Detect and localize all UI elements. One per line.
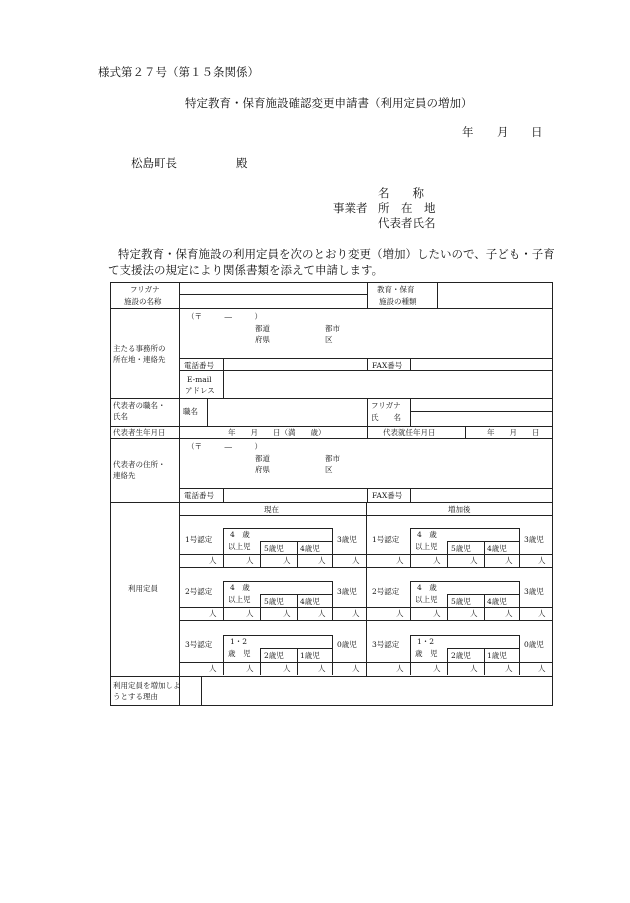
after-cert1-unit-2: 人: [470, 556, 478, 565]
after-cert3-unit-4: 人: [538, 664, 546, 673]
rep-address-label-1: 代表者の住所・: [113, 460, 166, 469]
current-cert2-label: 2号認定: [185, 587, 213, 596]
current-cert1-unit-4: 人: [352, 556, 360, 565]
date-day: 日: [531, 125, 543, 139]
after-cert3-unit-3: 人: [505, 664, 513, 673]
current-cert3-label: 3号認定: [185, 640, 213, 649]
current-cert2-unit-1: 人: [246, 609, 254, 618]
after-cert1-unit-3: 人: [505, 556, 513, 565]
current-cert3-unit-1: 人: [246, 664, 254, 673]
current-cert2-unit-0: 人: [209, 609, 217, 618]
capacity-after-header: 増加後: [448, 505, 471, 514]
current-cert1-label: 1号認定: [185, 535, 213, 544]
after-cert2-unit-3: 人: [505, 609, 513, 618]
office-postal: （〒 ― ）: [187, 312, 262, 321]
applicant-address-label: 所 在 地: [378, 201, 436, 215]
office-fuken: 府県: [255, 335, 270, 344]
current-cert1-unit-0: 人: [209, 556, 217, 565]
after-cert3-big-age-2: 歳 児: [415, 649, 438, 658]
after-cert1-age3: 3歳児: [524, 535, 544, 544]
capacity-label: 利用定員: [128, 584, 158, 593]
applicant-label: 事業者: [333, 201, 368, 215]
after-cert1-unit-0: 人: [396, 556, 404, 565]
after-cert2-unit-1: 人: [433, 609, 441, 618]
rep-birth-label: 代表者生年月日: [113, 428, 166, 437]
email-label-2: アドレス: [185, 386, 215, 395]
current-cert2-unit-4: 人: [352, 609, 360, 618]
email-label-1: E-mail: [187, 375, 212, 384]
rep-title-label-2: 氏名: [113, 412, 128, 421]
current-cert3-age1: 1歳児: [300, 651, 320, 660]
date-year: 年: [462, 125, 474, 139]
current-cert1-big-age-2: 以上児: [228, 542, 251, 551]
current-cert3-age2: 2歳児: [264, 651, 284, 660]
office-tel-label: 電話番号: [184, 361, 214, 370]
rep-shokumei-label: 職名: [183, 407, 198, 416]
body-line-1: 特定教育・保育施設の利用定員を次のとおり変更（増加）したいので、子ども・子育: [118, 247, 555, 261]
rep-start-label: 代表就任年月日: [383, 428, 436, 437]
current-cert3-unit-4: 人: [352, 664, 360, 673]
after-cert1-big-age-2: 以上児: [415, 542, 438, 551]
current-cert3-big-age-2: 歳 児: [228, 649, 251, 658]
applicant-name-label: 名 称: [378, 186, 424, 200]
office-todo: 都道: [255, 324, 270, 333]
facility-type-label-1: 教育・保育: [377, 285, 415, 294]
current-cert1-unit-3: 人: [318, 556, 326, 565]
office-address-label-1: 主たる事務所の: [113, 344, 166, 353]
facility-name-label: 施設の名称: [124, 297, 162, 306]
office-shishi: 都市: [325, 324, 340, 333]
after-cert3-unit-1: 人: [433, 664, 441, 673]
after-cert2-unit-2: 人: [470, 609, 478, 618]
after-cert3-age2: 2歳児: [451, 651, 471, 660]
reason-label-2: うとする理由: [113, 692, 158, 701]
facility-type-label-2: 施設の種類: [379, 297, 417, 306]
current-cert1-age3: 3歳児: [337, 535, 357, 544]
after-cert2-unit-0: 人: [396, 609, 404, 618]
after-cert2-big-age-1: 4 歳: [417, 583, 437, 592]
after-cert1-age5: 5歳児: [451, 544, 471, 553]
current-cert2-age3: 3歳児: [337, 587, 357, 596]
rep-tel-label: 電話番号: [184, 491, 214, 500]
current-cert2-big-age-1: 4 歳: [230, 583, 250, 592]
after-cert2-age4: 4歳児: [487, 597, 507, 606]
office-address-label-2: 所在地・連絡先: [113, 355, 166, 364]
reason-label-1: 利用定員を増加しよ: [113, 681, 181, 690]
current-cert1-age5: 5歳児: [264, 544, 284, 553]
current-cert1-big-age-1: 4 歳: [230, 530, 250, 539]
after-cert2-label: 2号認定: [372, 587, 400, 596]
form-number: 様式第２７号（第１５条関係）: [98, 65, 259, 79]
current-cert3-unit-0: 人: [209, 664, 217, 673]
rep-shishi: 都市: [325, 454, 340, 463]
document-title: 特定教育・保育施設確認変更申請書（利用定員の増加）: [185, 96, 473, 110]
rep-todo: 都道: [255, 454, 270, 463]
addressee-name: 松島町長: [131, 156, 177, 170]
current-cert2-unit-3: 人: [318, 609, 326, 618]
current-cert3-age0: 0歳児: [337, 640, 357, 649]
after-cert1-unit-4: 人: [538, 556, 546, 565]
office-ku: 区: [325, 335, 333, 344]
body-line-2: て支援法の規定により関係書類を添えて申請します。: [108, 263, 384, 277]
rep-start-value: 年 月 日: [487, 428, 540, 437]
current-cert3-big-age-1: 1・2: [230, 637, 248, 646]
current-cert3-unit-3: 人: [318, 664, 326, 673]
date-month: 月: [497, 125, 509, 139]
rep-address-label-2: 連絡先: [113, 471, 136, 480]
current-cert2-unit-2: 人: [283, 609, 291, 618]
after-cert2-unit-4: 人: [538, 609, 546, 618]
after-cert2-age5: 5歳児: [451, 597, 471, 606]
current-cert1-age4: 4歳児: [300, 544, 320, 553]
current-cert2-age4: 4歳児: [300, 597, 320, 606]
facility-furigana-label: フリガナ: [130, 285, 160, 294]
rep-ku: 区: [325, 465, 333, 474]
rep-furigana-label: フリガナ: [371, 401, 401, 410]
after-cert1-big-age-1: 4 歳: [417, 530, 437, 539]
after-cert3-age1: 1歳児: [487, 651, 507, 660]
current-cert2-age5: 5歳児: [264, 597, 284, 606]
after-cert1-unit-1: 人: [433, 556, 441, 565]
current-cert2-big-age-2: 以上児: [228, 595, 251, 604]
after-cert2-age3: 3歳児: [524, 587, 544, 596]
office-fax-label: FAX番号: [372, 361, 403, 370]
after-cert1-label: 1号認定: [372, 535, 400, 544]
after-cert3-label: 3号認定: [372, 640, 400, 649]
after-cert1-age4: 4歳児: [487, 544, 507, 553]
after-cert3-big-age-1: 1・2: [417, 637, 435, 646]
after-cert3-unit-2: 人: [470, 664, 478, 673]
applicant-rep-label: 代表者氏名: [378, 216, 436, 230]
rep-shimei-label: 氏 名: [371, 413, 401, 422]
current-cert1-unit-1: 人: [246, 556, 254, 565]
current-cert1-unit-2: 人: [283, 556, 291, 565]
after-cert3-unit-0: 人: [396, 664, 404, 673]
capacity-current-header: 現在: [264, 505, 279, 514]
current-cert3-unit-2: 人: [283, 664, 291, 673]
rep-title-label-1: 代表者の職名・: [113, 401, 166, 410]
rep-fax-label: FAX番号: [372, 491, 403, 500]
rep-postal: （〒 ― ）: [187, 442, 262, 451]
rep-fuken: 府県: [255, 465, 270, 474]
addressee-honorific: 殿: [236, 156, 248, 170]
after-cert3-age0: 0歳児: [524, 640, 544, 649]
after-cert2-big-age-2: 以上児: [415, 595, 438, 604]
rep-birth-value: 年 月 日（満 歳）: [228, 428, 326, 437]
